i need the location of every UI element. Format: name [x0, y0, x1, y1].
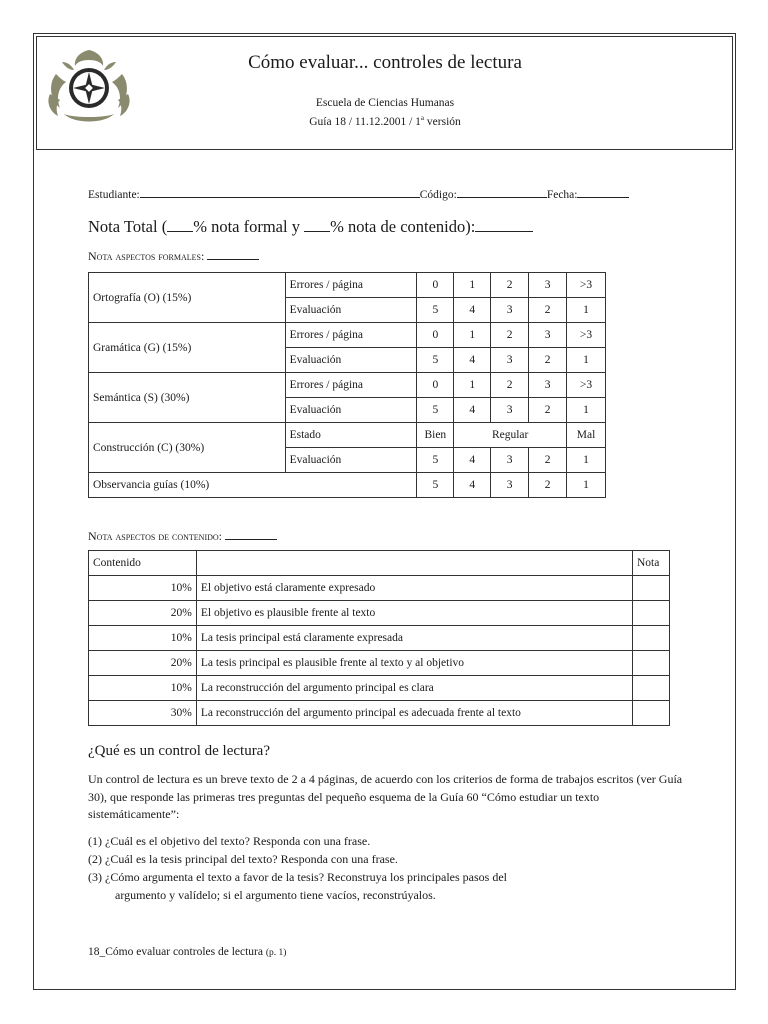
eval-5: 5	[417, 398, 454, 423]
guide-info-ordinal: a	[420, 114, 425, 122]
document-title: Cómo evaluar... controles de lectura	[248, 52, 522, 73]
formal-percent-field[interactable]	[167, 218, 193, 232]
table-row	[89, 473, 606, 498]
content-score-cell[interactable]	[633, 676, 670, 701]
eval-5: 5	[417, 298, 454, 323]
content-criterion: La tesis principal está claramente expresada	[196, 626, 632, 651]
errores-label: Errores / página	[285, 273, 417, 298]
content-heading	[88, 528, 277, 544]
footer-text: 18_Cómo evaluar controles de lectura	[88, 946, 266, 958]
eval-5: 5	[417, 448, 454, 473]
estado-mal: Mal	[567, 423, 606, 448]
errores-gt3: >3	[567, 373, 606, 398]
content-percent: 20%	[89, 651, 197, 676]
table-row	[89, 626, 670, 651]
errores-gt3: >3	[567, 323, 606, 348]
observancia-label: Observancia guías (10%)	[89, 473, 417, 498]
content-criterion: La reconstrucción del argumento principal es clara	[196, 676, 632, 701]
eval-3: 3	[491, 448, 529, 473]
nota-total-field[interactable]	[475, 218, 533, 232]
content-percent: 10%	[89, 676, 197, 701]
errores-0: 0	[417, 323, 454, 348]
errores-gt3: >3	[567, 273, 606, 298]
eval-4: 4	[454, 348, 491, 373]
evaluacion-label: Evaluación	[285, 348, 417, 373]
errores-3: 3	[529, 373, 567, 398]
ortografia-label: Ortografía (O) (15%)	[89, 273, 286, 323]
table-row	[89, 701, 670, 726]
code-field[interactable]	[457, 186, 547, 198]
eval-2: 2	[529, 298, 567, 323]
content-percent: 10%	[89, 626, 197, 651]
content-score-cell[interactable]	[633, 576, 670, 601]
eval-2: 2	[529, 448, 567, 473]
section-paragraph: Un control de lectura es un breve texto de 2 a 4 páginas, de acuerdo con los criterios de forma de trabajos escritos (ver Guía 30), que responde las primeras tres preguntas del pequeño esquema de la Guía 60 “Cómo estudiar un texto sistemáticamente”:	[88, 772, 683, 821]
content-percent-field[interactable]	[304, 218, 330, 232]
table-row	[89, 373, 606, 398]
guide-info	[150, 114, 620, 128]
content-percent: 30%	[89, 701, 197, 726]
question-3-line-1: (3) ¿Cómo argumenta el texto a favor de la tesis? Reconstruya los principales pasos del	[88, 870, 507, 884]
footer-page-number: (p. 1)	[265, 948, 287, 958]
eval-1: 1	[567, 473, 606, 498]
errores-0: 0	[417, 373, 454, 398]
content-criterion: La tesis principal es plausible frente al texto y al objetivo	[196, 651, 632, 676]
table-row	[89, 323, 606, 348]
content-score-cell[interactable]	[633, 626, 670, 651]
eval-3: 3	[491, 348, 529, 373]
eval-4: 4	[454, 298, 491, 323]
table-row	[89, 676, 670, 701]
student-info-row	[88, 186, 678, 201]
formal-score-field[interactable]	[207, 248, 259, 260]
content-criterion: El objetivo está claramente expresado	[196, 576, 632, 601]
evaluacion-label: Evaluación	[285, 298, 417, 323]
student-field[interactable]	[140, 186, 420, 198]
errores-3: 3	[529, 323, 567, 348]
eval-5: 5	[417, 473, 454, 498]
content-criterion: El objetivo es plausible frente al texto	[196, 601, 632, 626]
errores-2: 2	[491, 323, 529, 348]
eval-4: 4	[454, 473, 491, 498]
table-row	[89, 423, 606, 448]
table-row	[89, 273, 606, 298]
guide-info-main: Guía 18 / 11.12.2001 / 1	[309, 115, 421, 128]
section-title: ¿Qué es un control de lectura?	[88, 743, 270, 759]
content-score-field[interactable]	[225, 528, 277, 540]
nota-total-formal: % nota formal y	[193, 217, 305, 236]
table-row	[89, 601, 670, 626]
content-percent: 20%	[89, 601, 197, 626]
content-heading-label: Nota aspectos de contenido:	[88, 529, 222, 543]
errores-1: 1	[454, 273, 491, 298]
university-seal-logo	[44, 44, 134, 126]
eval-3: 3	[491, 473, 529, 498]
eval-1: 1	[567, 298, 606, 323]
page-footer	[88, 946, 286, 958]
question-2: (2) ¿Cuál es la tesis principal del texto? Responda con una frase.	[88, 852, 398, 866]
errores-2: 2	[491, 273, 529, 298]
date-label: Fecha:	[546, 189, 578, 201]
estado-label: Estado	[285, 423, 417, 448]
table-row	[89, 651, 670, 676]
nota-header: Nota	[633, 551, 670, 576]
gramatica-label: Gramática (G) (15%)	[89, 323, 286, 373]
eval-5: 5	[417, 348, 454, 373]
eval-3: 3	[491, 298, 529, 323]
nota-total-line	[88, 217, 533, 237]
nota-total-label: Nota Total (	[88, 217, 168, 236]
content-criterion: La reconstrucción del argumento principal es adecuada frente al texto	[196, 701, 632, 726]
content-percent: 10%	[89, 576, 197, 601]
eval-1: 1	[567, 398, 606, 423]
question-3-line-2: argumento y valídelo; si el argumento tiene vacíos, reconstrúyalos.	[115, 888, 436, 902]
estado-bien: Bien	[417, 423, 454, 448]
content-aspects-table	[88, 550, 670, 726]
content-score-cell[interactable]	[633, 601, 670, 626]
evaluacion-label: Evaluación	[285, 398, 417, 423]
evaluacion-label: Evaluación	[285, 448, 417, 473]
errores-1: 1	[454, 323, 491, 348]
contenido-header: Contenido	[89, 551, 197, 576]
student-label: Estudiante:	[88, 189, 140, 201]
formal-aspects-table	[88, 272, 606, 498]
nota-total-content: % nota de contenido):	[330, 217, 476, 236]
table-row	[89, 576, 670, 601]
estado-regular: Regular	[454, 423, 567, 448]
school-name: Escuela de Ciencias Humanas	[315, 97, 455, 109]
eval-1: 1	[567, 448, 606, 473]
table-row	[89, 551, 670, 576]
errores-2: 2	[491, 373, 529, 398]
content-score-cell[interactable]	[633, 651, 670, 676]
errores-1: 1	[454, 373, 491, 398]
errores-label: Errores / página	[285, 373, 417, 398]
content-score-cell[interactable]	[633, 701, 670, 726]
eval-2: 2	[529, 348, 567, 373]
description-header	[196, 551, 632, 576]
semantica-label: Semántica (S) (30%)	[89, 373, 286, 423]
question-1: (1) ¿Cuál es el objetivo del texto? Responda con una frase.	[88, 834, 371, 848]
eval-2: 2	[529, 398, 567, 423]
date-field[interactable]	[577, 186, 629, 198]
errores-label: Errores / página	[285, 323, 417, 348]
eval-4: 4	[454, 448, 491, 473]
construccion-label: Construcción (C) (30%)	[89, 423, 286, 473]
eval-4: 4	[454, 398, 491, 423]
formal-heading	[88, 248, 259, 264]
eval-3: 3	[491, 398, 529, 423]
errores-3: 3	[529, 273, 567, 298]
guide-info-version: versión	[424, 115, 461, 128]
code-label: Código:	[419, 189, 457, 201]
eval-2: 2	[529, 473, 567, 498]
eval-1: 1	[567, 348, 606, 373]
errores-0: 0	[417, 273, 454, 298]
formal-heading-label: Nota aspectos formales:	[88, 249, 205, 263]
